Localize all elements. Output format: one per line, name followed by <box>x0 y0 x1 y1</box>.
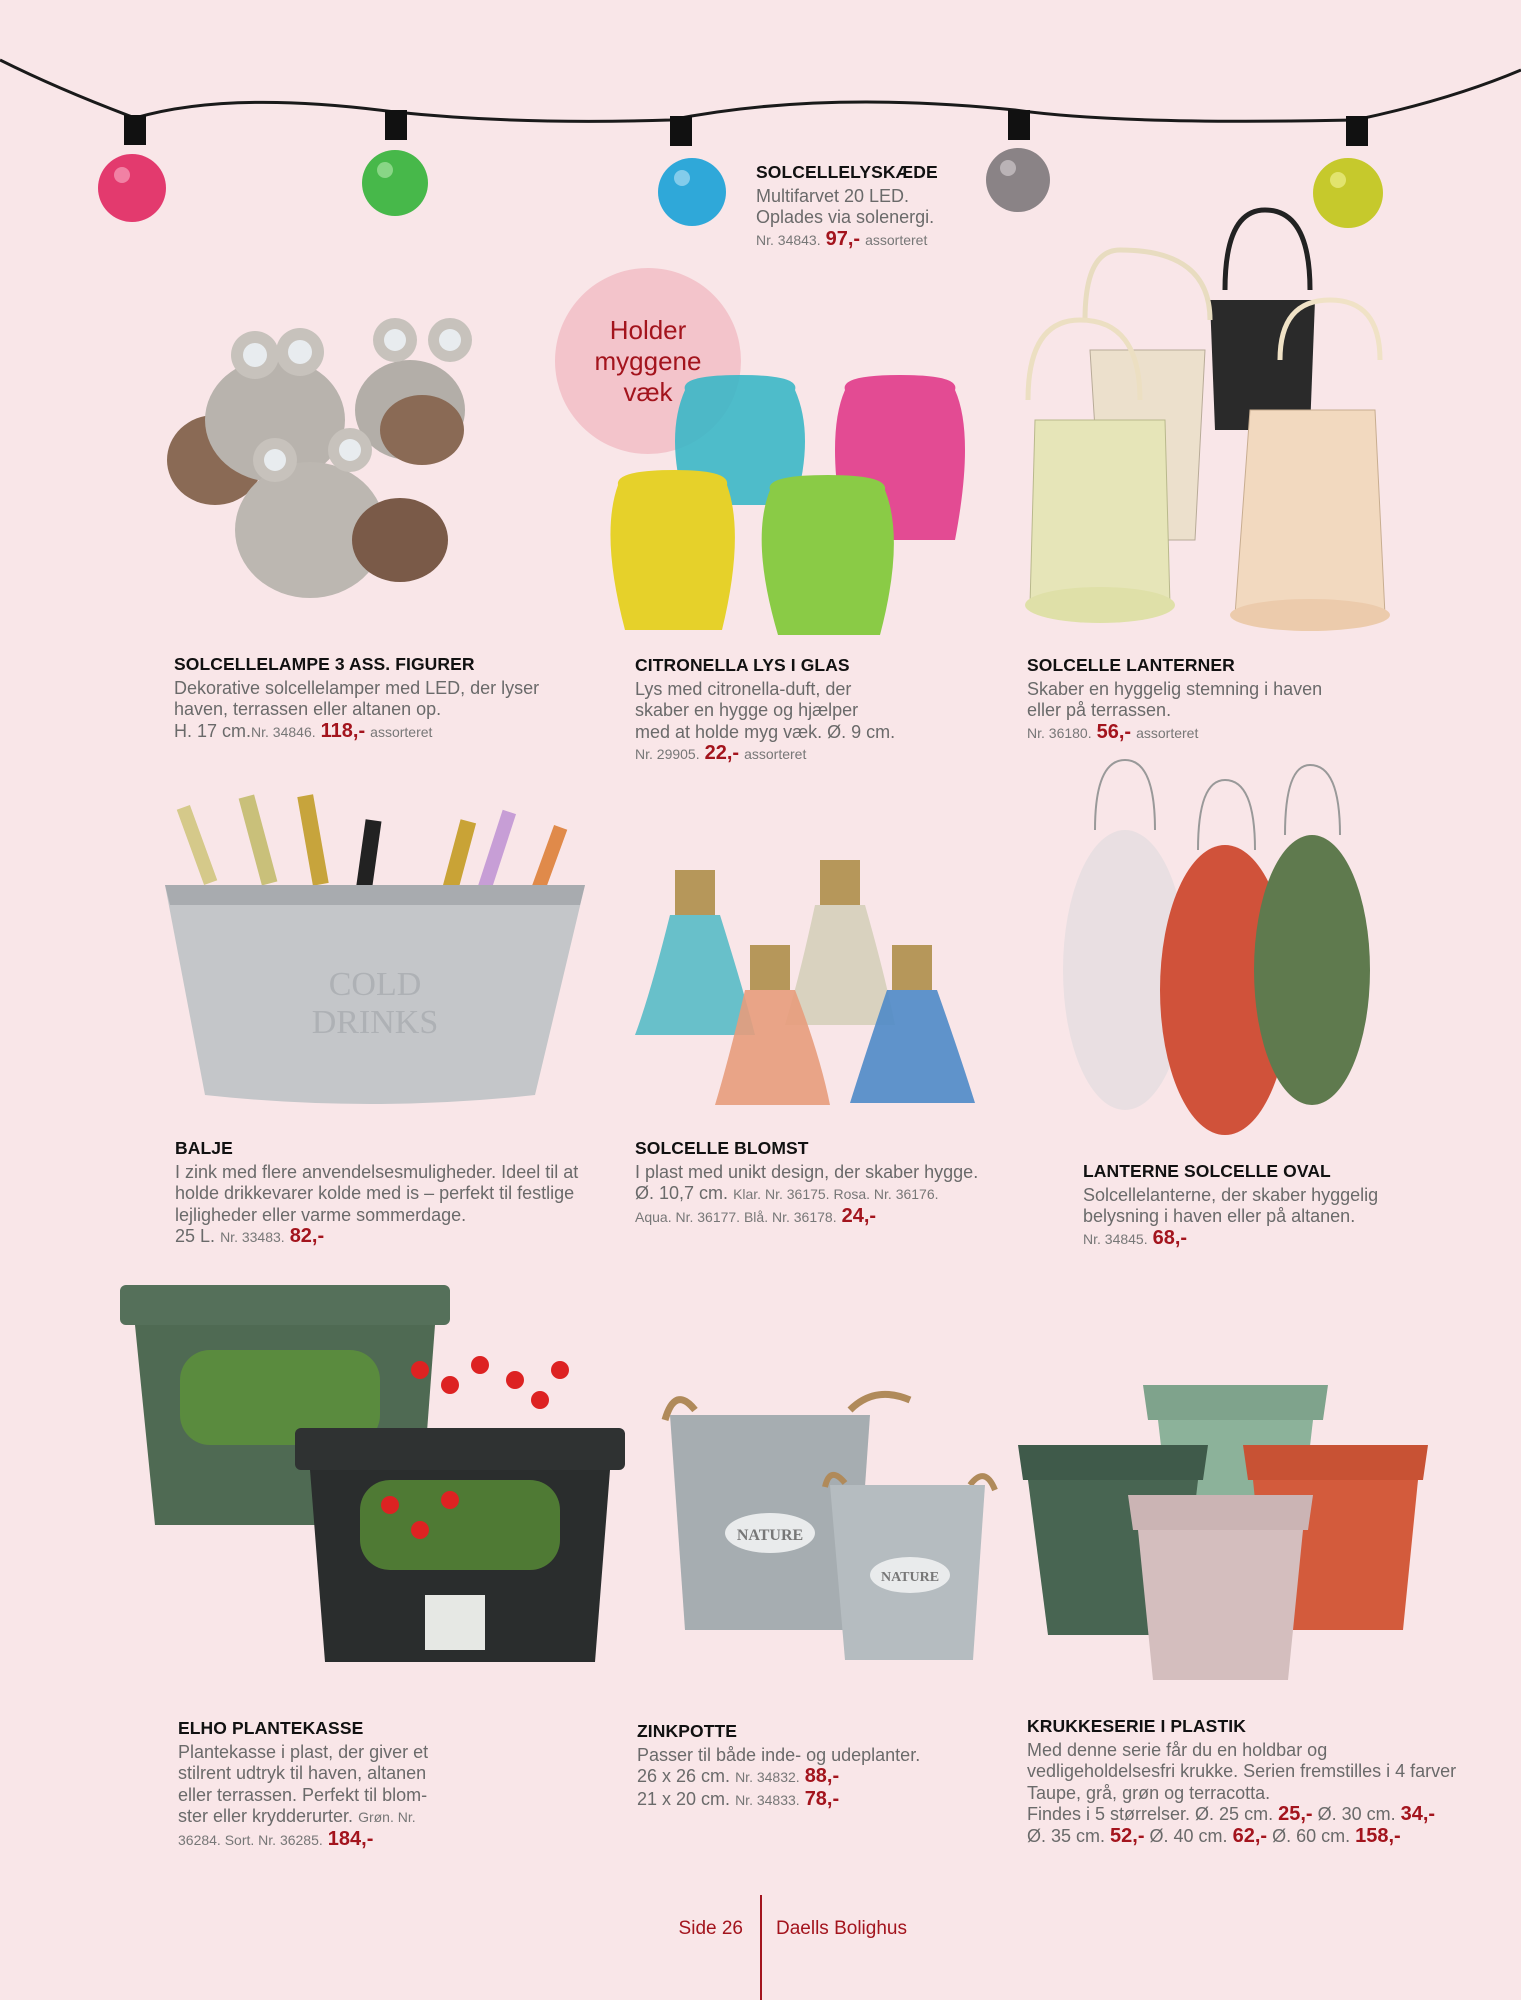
price: 56,- <box>1096 720 1132 743</box>
price: 88,- <box>804 1765 840 1787</box>
frog-figures-image <box>160 300 490 610</box>
bulb-grey-icon <box>986 110 1050 212</box>
product-krukke: KRUKKESERIE I PLASTIK Med denne serie får du en holdbar og vedligeholdelsesfri krukke. Serien fremstilles i 4 farver Taupe, grå, grøn og terracotta. Findes i 5 størrelser. Ø. 25 cm. 25,- Ø. 30 cm. 34,- Ø. 35 cm. 52,- Ø. 40 cm. 62,- Ø. 60 cm. 158,- <box>1027 1716 1457 1847</box>
footer-divider <box>760 1895 762 2000</box>
page-number: Side 26 <box>678 1918 743 1939</box>
price: 97,- <box>825 227 861 250</box>
plastic-pots-image <box>1018 1380 1433 1685</box>
citronella-glasses-image <box>610 375 970 640</box>
product-citronella: CITRONELLA LYS I GLAS Lys med citronella-duft, der skaber en hygge og hjælper med at holde myg væk. Ø. 9 cm. Nr. 29905. 22,- assorteret <box>635 655 896 764</box>
product-elho: ELHO PLANTEKASSE Plantekasse i plast, der giver et stilrent udtryk til haven, altanen eller terrassen. Perfekt til blom- ster eller krydderurter. Grøn. Nr. 36284. Sort. Nr. 36285. 184,- <box>178 1718 429 1850</box>
planter-boxes-image <box>120 1280 630 1670</box>
flower-lamps-image <box>630 835 990 1115</box>
bucket-text-cold: COLD <box>328 966 422 1003</box>
zink-label-small: NATURE <box>880 1570 940 1585</box>
product-oval: LANTERNE SOLCELLE OVAL Solcellelanterne, der skaber hyggelig belysning i haven eller på altanen. Nr. 34845. 68,- <box>1083 1161 1379 1249</box>
price: 158,- <box>1355 1824 1401 1847</box>
zinc-pots-image <box>655 1385 995 1670</box>
product-blomst: SOLCELLE BLOMST I plast med unikt design, der skaber hygge. Ø. 10,7 cm. Klar. Nr. 36175. Rosa. Nr. 36176. Aqua. Nr. 36177. Blå. Nr. 36178. 24,- <box>635 1138 979 1227</box>
oval-lanterns-image <box>1050 760 1390 1130</box>
price: 82,- <box>289 1225 325 1247</box>
zink-label-large: NATURE <box>736 1527 804 1544</box>
product-lanterner: SOLCELLE LANTERNER Skaber en hyggelig stemning i haven eller på terrassen. Nr. 36180. 56,- assorteret <box>1027 655 1323 743</box>
product-zink: ZINKPOTTE Passer til både inde- og udeplanter. 26 x 26 cm. Nr. 34832. 88,- 21 x 20 cm. Nr. 34833. 78,- <box>637 1721 921 1810</box>
price: 78,- <box>804 1787 840 1810</box>
bulb-blue-icon <box>658 116 726 226</box>
mosquito-badge: Holder myggene væk <box>555 268 741 454</box>
zinc-tub-image <box>130 795 610 1115</box>
product-lyskaede: SOLCELLELYSKÆDE Multifarvet 20 LED. Oplades via solenergi. Nr. 34843. 97,- assorteret <box>756 162 938 250</box>
bulb-green-icon <box>362 110 428 216</box>
brand-name: Daells Bolighus <box>776 1918 907 1939</box>
product-balje: BALJE I zink med flere anvendelsesmuligheder. Ideel til at holde drikkevarer kolde med is – perfekt til festlige lejligheder eller varme sommerdage. 25 L. Nr. 33483. 82,- <box>175 1138 579 1247</box>
price: 52,- <box>1110 1824 1145 1847</box>
page-footer <box>0 1895 1521 2000</box>
price: 62,- <box>1232 1824 1268 1847</box>
price: 34,- <box>1400 1803 1436 1825</box>
product-solcellelampe: SOLCELLELAMPE 3 ASS. FIGURER Dekorative solcellelamper med LED, der lyser haven, terrassen eller altanen op. H. 17 cm.Nr. 34846. 118,- assorteret <box>174 654 540 742</box>
price: 68,- <box>1152 1226 1188 1249</box>
price: 22,- <box>704 742 740 764</box>
product-title: SOLCELLELYSKÆDE <box>756 162 938 182</box>
price: 24,- <box>841 1204 877 1227</box>
price: 25,- <box>1278 1803 1313 1825</box>
solar-lanterns-image <box>1010 210 1410 630</box>
bulb-pink-icon <box>98 115 166 222</box>
price: 118,- <box>320 719 366 742</box>
bucket-text-drinks: DRINKS <box>311 1004 439 1041</box>
price: 184,- <box>327 1827 374 1850</box>
